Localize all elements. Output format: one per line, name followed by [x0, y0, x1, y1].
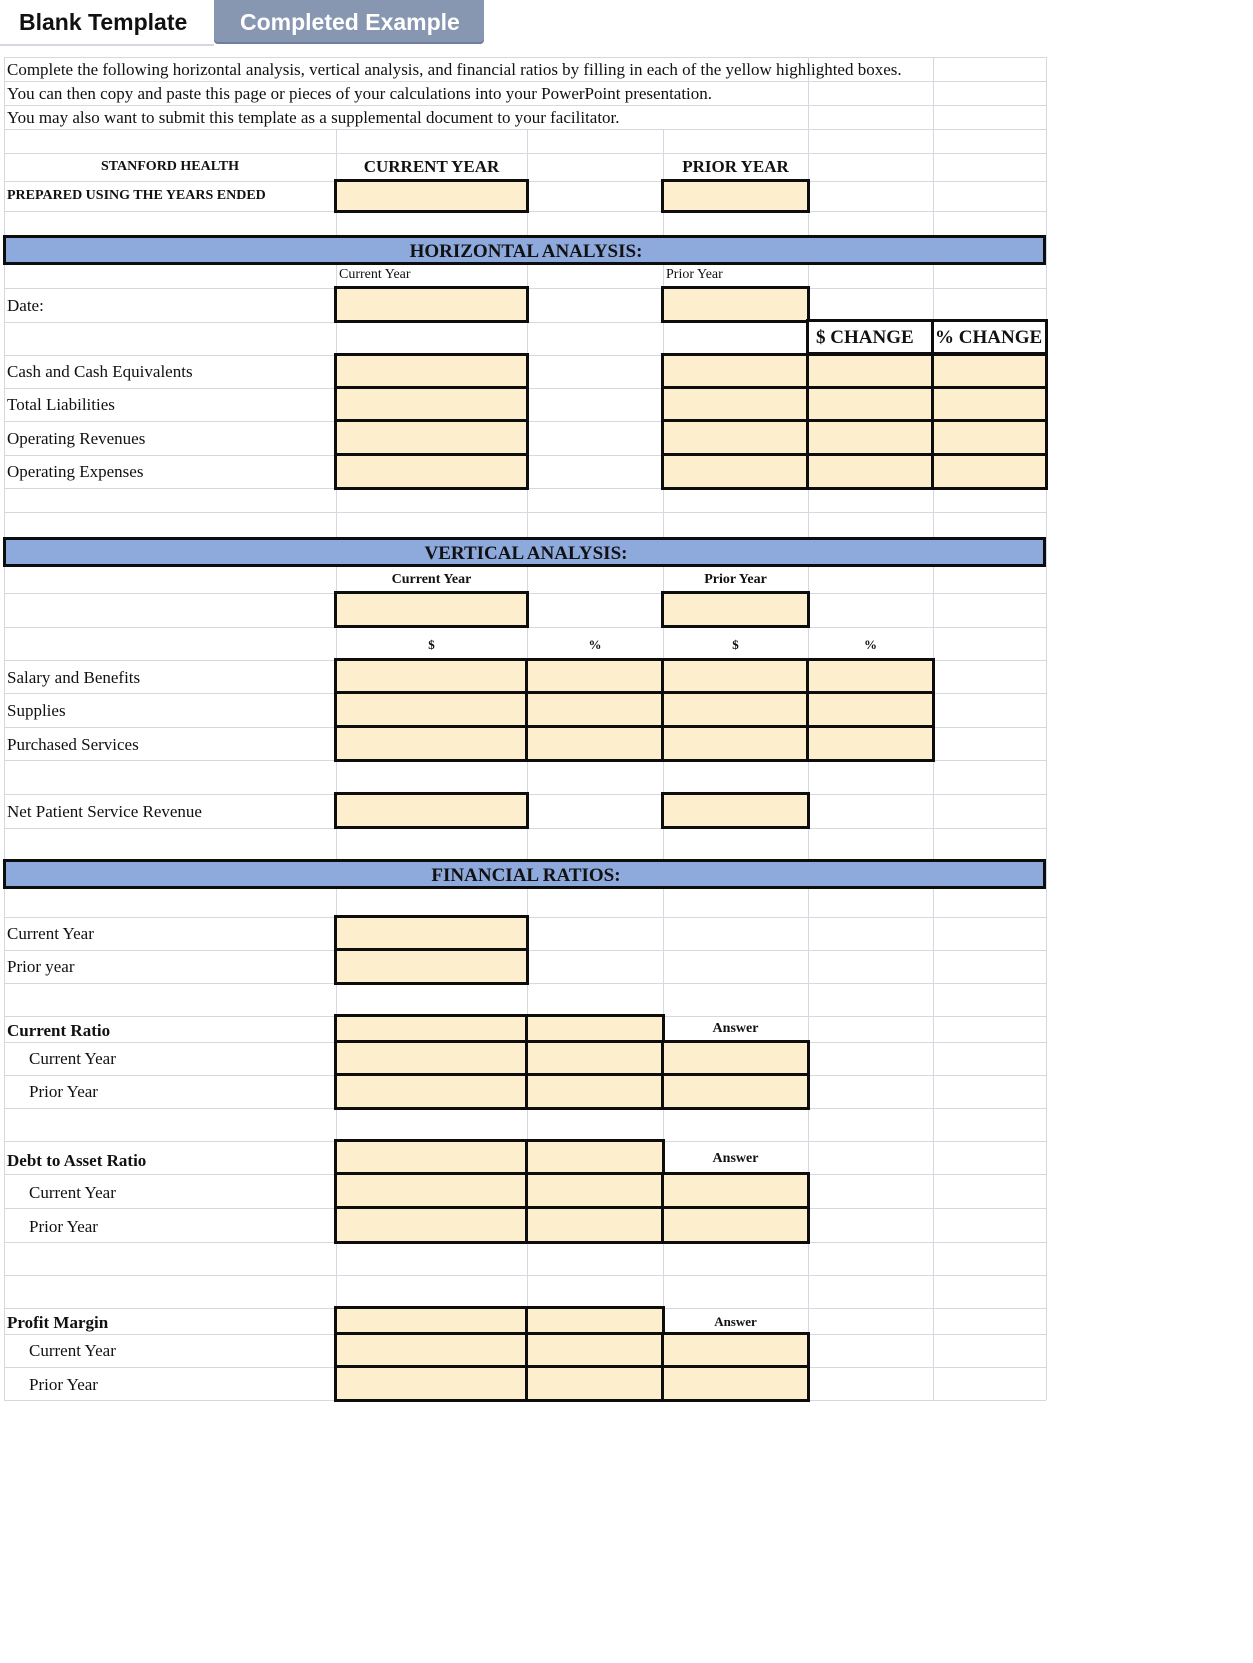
h-exp-prior[interactable] [661, 453, 810, 490]
horizontal-prior-year-label: Prior Year [666, 267, 723, 282]
cr-prior-a[interactable] [334, 1073, 529, 1110]
horizontal-prior-date-input[interactable] [661, 286, 810, 323]
tab-completed-example[interactable] [214, 0, 484, 44]
row-label-liabilities: Total Liabilities [7, 395, 115, 414]
da-prior-a[interactable] [334, 1206, 529, 1244]
v-purchased-current-dollar[interactable] [334, 725, 529, 762]
cr-current-a[interactable] [334, 1040, 529, 1077]
row-label-net-patient-revenue: Net Patient Service Revenue [7, 802, 202, 821]
pm-current-answer[interactable] [661, 1332, 810, 1369]
debt-to-asset-current-year: Current Year [29, 1183, 116, 1202]
da-prior-answer[interactable] [661, 1206, 810, 1244]
vertical-prior-date-input[interactable] [661, 591, 810, 628]
v-supplies-prior-pct[interactable] [806, 691, 935, 729]
instruction-line-1: Complete the following horizontal analysis, vertical analysis, and financial ratios by filling in each of the yellow highlighted boxes. [7, 60, 902, 79]
vertical-prior-dollar-label: $ [732, 637, 739, 652]
h-cash-current[interactable] [334, 353, 529, 389]
dollar-change-label: $ CHANGE [816, 327, 914, 348]
v-salary-prior-pct[interactable] [806, 658, 935, 695]
v-supplies-current-dollar[interactable] [334, 691, 529, 729]
profit-margin-current-year: Current Year [29, 1341, 116, 1360]
ratios-prior-date-input[interactable] [334, 948, 529, 985]
v-purchased-prior-dollar[interactable] [661, 725, 810, 762]
company-name: STANFORD HEALTH [100, 159, 240, 174]
ratios-current-date-input[interactable] [334, 915, 529, 952]
current-year-heading: CURRENT YEAR [363, 157, 500, 176]
row-label-salary: Salary and Benefits [7, 668, 141, 687]
prior-year-heading: PRIOR YEAR [682, 157, 789, 176]
h-rev-pct-change[interactable] [931, 419, 1048, 456]
instruction-line-2: You can then copy and paste this page or pieces of your calculations into your PowerPoint presentation. [7, 84, 713, 103]
tab-divider [0, 44, 214, 46]
da-header-b[interactable] [525, 1139, 665, 1176]
debt-to-asset-label: Debt to Asset Ratio [7, 1151, 147, 1170]
pm-current-a[interactable] [334, 1332, 529, 1369]
current-year-end-input[interactable] [334, 179, 529, 213]
v-net-revenue-prior[interactable] [661, 792, 810, 829]
instruction-line-3: You may also want to submit this template as a supplemental document to your facilitator. [7, 108, 620, 127]
profit-margin-label: Profit Margin [7, 1313, 109, 1332]
cr-current-b[interactable] [525, 1040, 665, 1077]
prior-year-end-input[interactable] [661, 179, 810, 213]
pm-prior-a[interactable] [334, 1365, 529, 1402]
h-liab-current[interactable] [334, 386, 529, 422]
h-cash-prior[interactable] [661, 353, 810, 389]
tab-label: Blank Template [19, 8, 188, 35]
current-ratio-answer-label: Answer [712, 1021, 759, 1036]
h-liab-prior[interactable] [661, 386, 810, 422]
row-label-supplies: Supplies [7, 701, 66, 720]
h-cash-dollar-change[interactable] [806, 353, 935, 389]
debt-to-asset-answer-label: Answer [712, 1151, 759, 1166]
row-label-op-revenues: Operating Revenues [7, 429, 146, 448]
current-ratio-label: Current Ratio [7, 1021, 111, 1040]
v-purchased-current-pct[interactable] [525, 725, 665, 762]
row-label-op-expenses: Operating Expenses [7, 462, 144, 481]
ratios-prior-year-label: Prior year [7, 957, 75, 976]
horizontal-analysis-title: HORIZONTAL ANALYSIS: [409, 241, 643, 262]
row-label-cash: Cash and Cash Equivalents [7, 362, 193, 381]
cr-prior-b[interactable] [525, 1073, 665, 1110]
v-purchased-prior-pct[interactable] [806, 725, 935, 762]
v-salary-current-dollar[interactable] [334, 658, 529, 695]
h-cash-pct-change[interactable] [931, 353, 1048, 389]
horizontal-current-date-input[interactable] [334, 286, 529, 323]
v-net-revenue-current[interactable] [334, 792, 529, 829]
row-label-purchased-services: Purchased Services [7, 735, 139, 754]
da-header-a[interactable] [334, 1139, 529, 1176]
profit-margin-answer-label: Answer [714, 1314, 757, 1329]
h-rev-dollar-change[interactable] [806, 419, 935, 456]
vertical-current-dollar-label: $ [428, 637, 435, 652]
current-ratio-current-year: Current Year [29, 1049, 116, 1068]
pm-current-b[interactable] [525, 1332, 665, 1369]
pct-change-label: % CHANGE [935, 328, 1043, 347]
h-exp-current[interactable] [334, 453, 529, 490]
v-salary-current-pct[interactable] [525, 658, 665, 695]
vertical-prior-percent-label: % [864, 637, 877, 652]
h-liab-dollar-change[interactable] [806, 386, 935, 422]
vertical-prior-year-label: Prior Year [704, 572, 767, 587]
h-exp-pct-change[interactable] [931, 453, 1048, 490]
horizontal-current-year-label: Current Year [339, 267, 411, 282]
ratios-current-year-label: Current Year [7, 924, 94, 943]
h-rev-current[interactable] [334, 419, 529, 456]
da-current-b[interactable] [525, 1172, 665, 1210]
v-supplies-prior-dollar[interactable] [661, 691, 810, 729]
da-prior-b[interactable] [525, 1206, 665, 1244]
vertical-current-year-label: Current Year [391, 572, 472, 587]
prepared-label: PREPARED USING THE YEARS ENDED [7, 188, 266, 203]
current-ratio-prior-year: Prior Year [29, 1082, 98, 1101]
cr-current-answer[interactable] [661, 1040, 810, 1077]
da-current-a[interactable] [334, 1172, 529, 1210]
vertical-current-date-input[interactable] [334, 591, 529, 628]
da-current-answer[interactable] [661, 1172, 810, 1210]
pm-prior-answer[interactable] [661, 1365, 810, 1402]
pm-prior-b[interactable] [525, 1365, 665, 1402]
v-salary-prior-dollar[interactable] [661, 658, 810, 695]
debt-to-asset-prior-year: Prior Year [29, 1217, 98, 1236]
vertical-current-percent-label: % [588, 637, 602, 652]
tab-blank-template[interactable] [0, 0, 214, 44]
vertical-analysis-title: VERTICAL ANALYSIS: [424, 543, 628, 564]
h-rev-prior[interactable] [661, 419, 810, 456]
v-supplies-current-pct[interactable] [525, 691, 665, 729]
tab-label: Completed Example [240, 8, 460, 35]
h-liab-pct-change[interactable] [931, 386, 1048, 422]
h-exp-dollar-change[interactable] [806, 453, 935, 490]
date-label: Date: [7, 296, 44, 315]
profit-margin-prior-year: Prior Year [29, 1375, 98, 1394]
financial-ratios-title: FINANCIAL RATIOS: [431, 865, 621, 886]
cr-prior-answer[interactable] [661, 1073, 810, 1110]
